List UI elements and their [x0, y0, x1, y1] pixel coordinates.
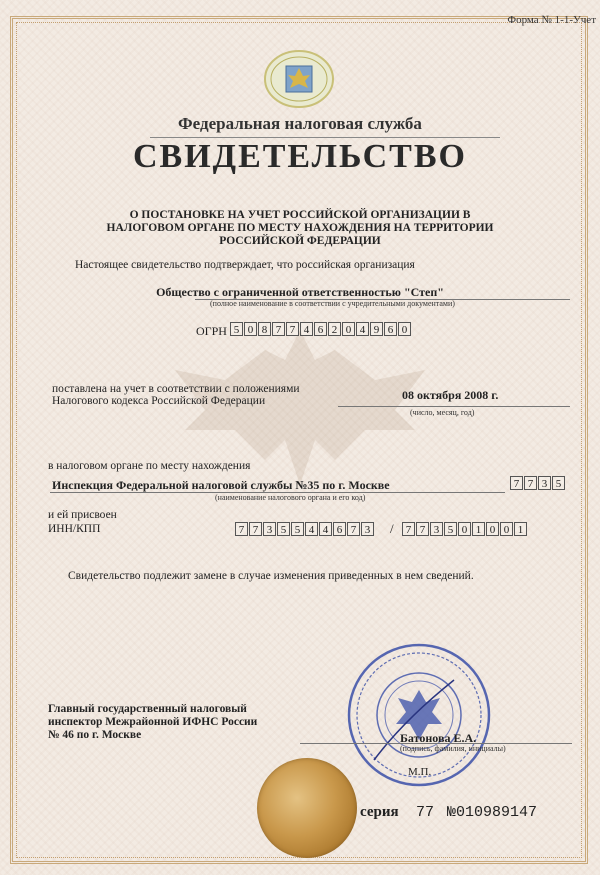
tax-authority-name: Инспекция Федеральной налоговой службы №35 по г. Москве [52, 478, 390, 492]
signature-caption: (подпись, фамилия, инициалы) [400, 744, 506, 753]
inspector-line-1: Главный государственный налоговый [48, 703, 247, 715]
kpp-digit: 1 [514, 522, 527, 536]
kpp-digit: 7 [402, 522, 415, 536]
tax-place-label: в налоговом органе по месту нахождения [48, 460, 251, 472]
inn-digit: 7 [235, 522, 248, 536]
tax-code-digit: 7 [510, 476, 523, 490]
ogrn-digit: 4 [300, 322, 313, 336]
kpp-digit: 0 [500, 522, 513, 536]
inspector-title [48, 703, 257, 742]
inn-digit: 7 [347, 522, 360, 536]
registration-date: 08 октября 2008 г. [402, 388, 499, 402]
inn-digit: 3 [361, 522, 374, 536]
document-subtitle: О ПОСТАНОВКЕ НА УЧЕТ РОССИЙСКОЙ ОРГАНИЗАЦИИ В НАЛОГОВОМ ОРГАНЕ ПО МЕСТУ НАХОЖДЕНИЯ НА ТЕРРИТОРИИ РОССИЙСКОЙ ФЕДЕРАЦИИ [106, 209, 494, 247]
tax-code-digit: 3 [538, 476, 551, 490]
series-value: 77 [416, 804, 435, 821]
seal-place-label: М.П. [408, 766, 432, 778]
series-label: серия [360, 804, 399, 820]
inn-digit: 5 [291, 522, 304, 536]
tax-authority-code-boxes [510, 476, 566, 490]
ogrn-digit: 0 [342, 322, 355, 336]
kpp-digit: 1 [472, 522, 485, 536]
inn-digit: 7 [249, 522, 262, 536]
inn-digit: 5 [277, 522, 290, 536]
kpp-digit: 0 [486, 522, 499, 536]
ogrn-digit: 0 [244, 322, 257, 336]
ogrn-label: ОГРН [196, 324, 227, 338]
kpp-digit: 7 [416, 522, 429, 536]
registration-line-2: Налогового кодекса Российской Федерации [52, 395, 266, 407]
registration-date-caption: (число, месяц, год) [410, 408, 475, 417]
intro-text: Настоящее свидетельство подтверждает, что российская организация [75, 259, 415, 271]
tax-authority-caption: (наименование налогового органа и его код) [215, 493, 366, 502]
ogrn-digit: 0 [398, 322, 411, 336]
ogrn-digit: 9 [370, 322, 383, 336]
form-number: Форма № 1-1-Учет [507, 14, 596, 26]
tax-service-emblem-icon [262, 48, 336, 110]
ogrn-digit: 6 [314, 322, 327, 336]
tax-code-digit: 5 [552, 476, 565, 490]
kpp-boxes [402, 522, 528, 536]
organization-caption: (полное наименование в соответствии с учредительными документами) [210, 299, 455, 308]
inn-digit: 4 [305, 522, 318, 536]
ogrn-digit: 7 [286, 322, 299, 336]
ogrn-digit: 5 [230, 322, 243, 336]
service-name: Федеральная налоговая служба [178, 114, 422, 133]
ogrn-digit: 8 [258, 322, 271, 336]
replacement-note: Свидетельство подлежит замене в случае изменения приведенных в нем сведений. [68, 570, 474, 582]
document-title: СВИДЕТЕЛЬСТВО [133, 138, 467, 175]
kpp-digit: 0 [458, 522, 471, 536]
inspector-line-3: № 46 по г. Москве [48, 729, 142, 741]
signatory-name: Батонова Е.А. [400, 731, 477, 745]
gold-seal-icon [257, 758, 357, 858]
kpp-digit: 5 [444, 522, 457, 536]
certificate-number: №010989147 [447, 804, 538, 821]
assigned-label: и ей присвоен [48, 509, 117, 521]
ogrn-boxes [230, 322, 412, 336]
registration-date-underline [338, 406, 570, 407]
inn-digit: 6 [333, 522, 346, 536]
inspector-line-2: инспектор Межрайонной ИФНС России [48, 716, 258, 728]
inn-digit: 3 [263, 522, 276, 536]
inn-digit: 4 [319, 522, 332, 536]
inn-boxes [235, 522, 375, 536]
inn-kpp-label: ИНН/КПП [48, 523, 101, 535]
ogrn-digit: 2 [328, 322, 341, 336]
registration-text [52, 383, 300, 407]
ogrn-digit: 6 [384, 322, 397, 336]
ogrn-digit: 7 [272, 322, 285, 336]
kpp-digit: 3 [430, 522, 443, 536]
registration-line-1: поставлена на учет в соответствии с положениями [52, 383, 300, 395]
ogrn-digit: 4 [356, 322, 369, 336]
inn-kpp-separator: / [390, 521, 394, 536]
organization-name: Общество с ограниченной ответственностью "Степ" [156, 285, 444, 299]
tax-code-digit: 7 [524, 476, 537, 490]
